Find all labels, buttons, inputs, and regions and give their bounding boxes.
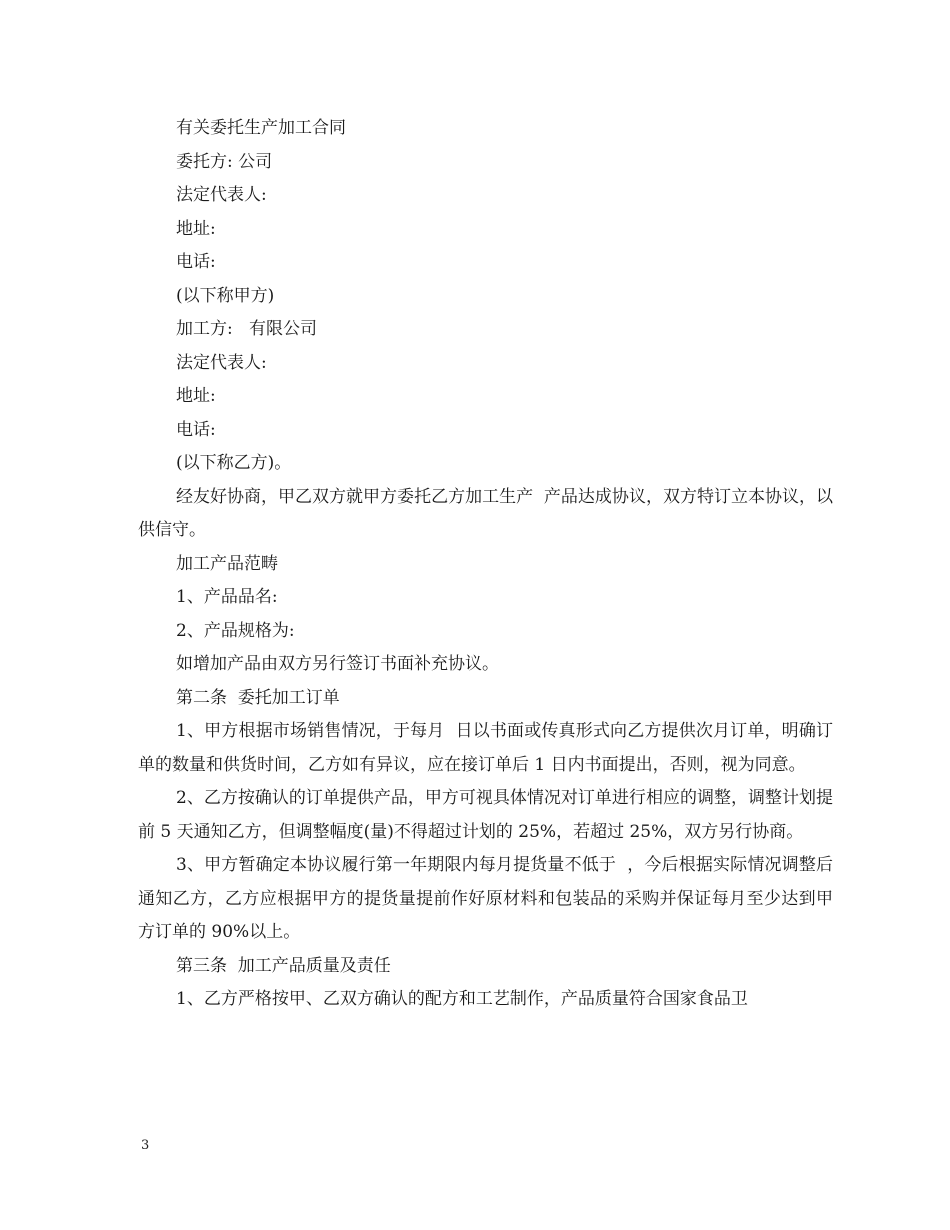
processor-address-line: 地址: <box>176 386 216 406</box>
principal-phone-line: 电话: <box>176 252 216 272</box>
clause-3-1: 1、乙方严格按甲、乙双方确认的配方和工艺制作，产品质量符合国家食品卫 <box>176 989 748 1009</box>
clause-product-name: 1、产品品名: <box>176 587 278 607</box>
clause-2-2: 2、乙方按确认的订单提供产品，甲方可视具体情况对订单进行相应的调整，调整计划提前 5 天通知乙方，但调整幅度(量)不得超过计划的 25%，若超过 25%，双方另行协商。 <box>138 788 833 842</box>
clause-additional-products: 如增加产品由双方另行签订书面补充协议。 <box>176 654 499 674</box>
page-number: 3 <box>141 1138 150 1153</box>
clause-product-spec: 2、产品规格为: <box>176 620 295 641</box>
principal-address-line: 地址: <box>176 218 216 239</box>
preamble-paragraph: 经友好协商，甲乙双方就甲方委托乙方加工生产 产品达成协议，双方特订立本协议，以供信守。 <box>138 486 833 540</box>
principal-party-line: 委托方: 公司 <box>176 151 273 172</box>
party-a-note: (以下称甲方) <box>176 285 275 306</box>
processor-party-line: 加工方: 有限公司 <box>176 319 317 339</box>
section-heading-article-2: 第二条 委托加工订单 <box>176 687 340 708</box>
principal-legal-rep-line: 法定代表人: <box>176 185 267 205</box>
party-b-note: (以下称乙方)。 <box>176 453 292 473</box>
contract-title: 有关委托生产加工合同 <box>176 118 346 138</box>
document-body <box>138 112 833 1017</box>
section-heading-article-3: 第三条 加工产品质量及责任 <box>176 955 391 976</box>
processor-phone-line: 电话: <box>176 419 216 440</box>
section-heading-product-scope: 加工产品范畴 <box>176 553 278 574</box>
clause-2-1: 1、甲方根据市场销售情况，于每月 日以书面或传真形式向乙方提供次月订单，明确订单的数量和供货时间，乙方如有异议，应在接订单后 1 日内书面提出，否则，视为同意。 <box>138 721 833 775</box>
processor-legal-rep-line: 法定代表人: <box>176 352 267 373</box>
clause-2-3: 3、甲方暂确定本协议履行第一年期限内每月提货量不低于 ，今后根据实际情况调整后通知乙方，乙方应根据甲方的提货量提前作好原材料和包装品的采购并保证每月至少达到甲方订单的 90%以上。 <box>138 855 833 942</box>
